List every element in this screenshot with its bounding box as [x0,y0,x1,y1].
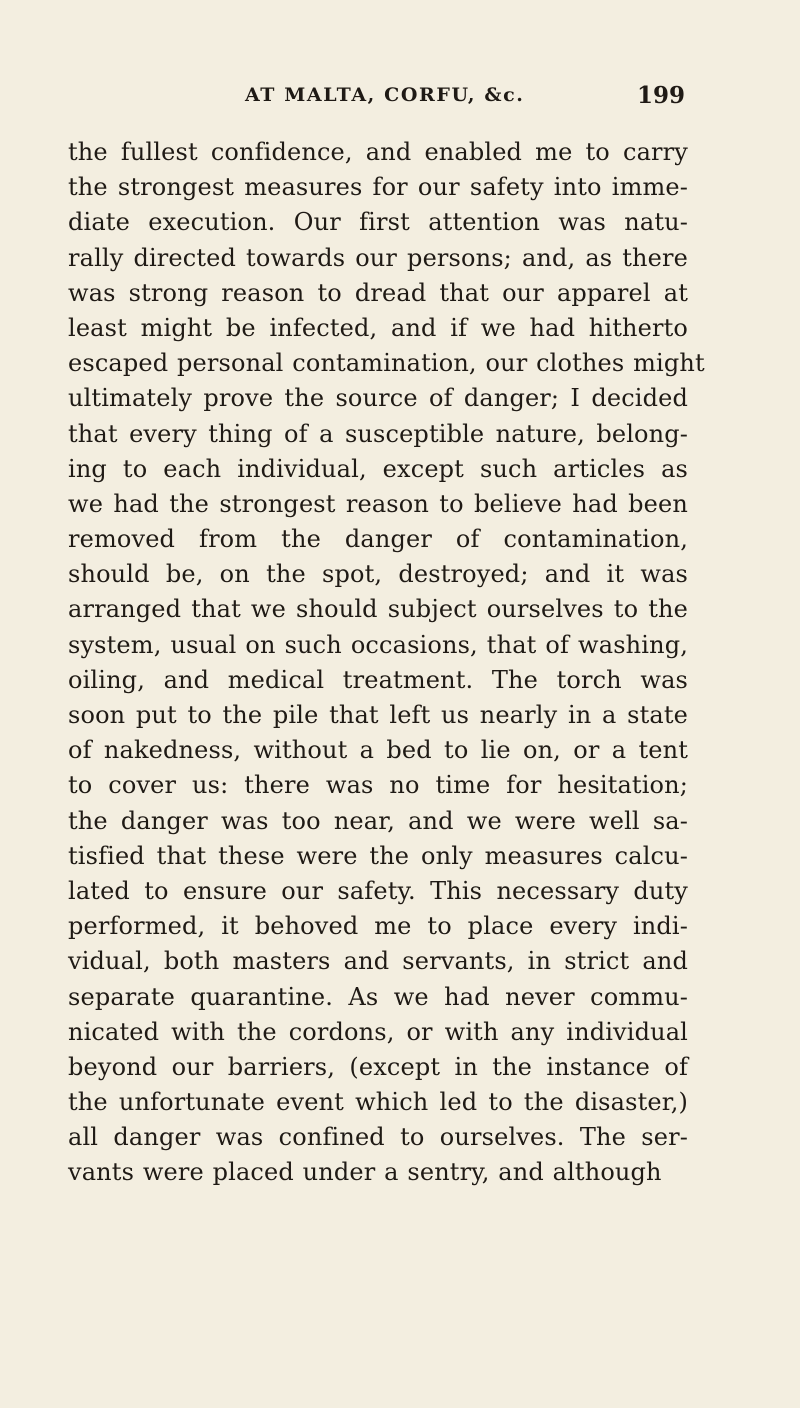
text-line: the fullest confidence, and enabled me to carry [68,138,688,166]
text-line: all danger was confined to ourselves. The ser- [68,1123,688,1152]
text-line: performed, it behoved me to place every indi- [68,912,688,941]
text-line: escaped personal contamination, our clothes might [68,349,705,378]
text-line: should be, on the spot, destroyed; and it was [68,560,688,589]
text-line: was strong reason to dread that our apparel at [68,278,688,307]
text-line: ing to each individual, except such articles as [68,454,688,483]
text-line: soon put to the pile that left us nearly in a state [68,701,688,729]
text-line: removed from the danger of contamination, [68,525,688,554]
text-line: lated to ensure our safety. This necessary duty [68,876,688,905]
page-number: 199 [636,82,685,109]
text-line: arranged that we should subject ourselves to the [68,595,688,624]
text-line: ultimately prove the source of danger; I decided [68,384,688,413]
text-line: nicated with the cordons, or with any individual [68,1017,688,1046]
text-line: system, usual on such occasions, that of washing, [68,630,688,659]
text-line: the danger was too near, and we were well sa- [68,806,688,835]
text-line: the strongest measures for our safety into imme- [68,173,688,202]
text-line: tisfied that these were the only measures calcu- [68,841,688,870]
text-line: diate execution. Our first attention was natu- [68,208,688,237]
running-head [245,82,685,114]
text-line: vidual, both masters and servants, in strict and [68,947,688,976]
text-line: the unfortunate event which led to the disaster,) [68,1088,688,1117]
text-line: that every thing of a susceptible nature, belong- [68,419,688,448]
text-line: rally directed towards our persons; and, as there [68,243,688,272]
running-title: AT MALTA, CORFU, &c. [245,84,525,106]
text-line: we had the strongest reason to believe had been [68,489,688,518]
text-line: to cover us: there was no time for hesitation; [68,771,688,800]
body-text [68,135,705,1191]
text-line: least might be infected, and if we had hitherto [68,313,688,342]
text-line: separate quarantine. As we had never commu- [68,982,688,1011]
text-line: beyond our barriers, (except in the instance of [68,1052,688,1081]
text-line: vants were placed under a sentry, and although [68,1158,662,1187]
text-line: of nakedness, without a bed to lie on, or a tent [68,736,688,765]
text-line: oiling, and medical treatment. The torch was [68,665,688,694]
